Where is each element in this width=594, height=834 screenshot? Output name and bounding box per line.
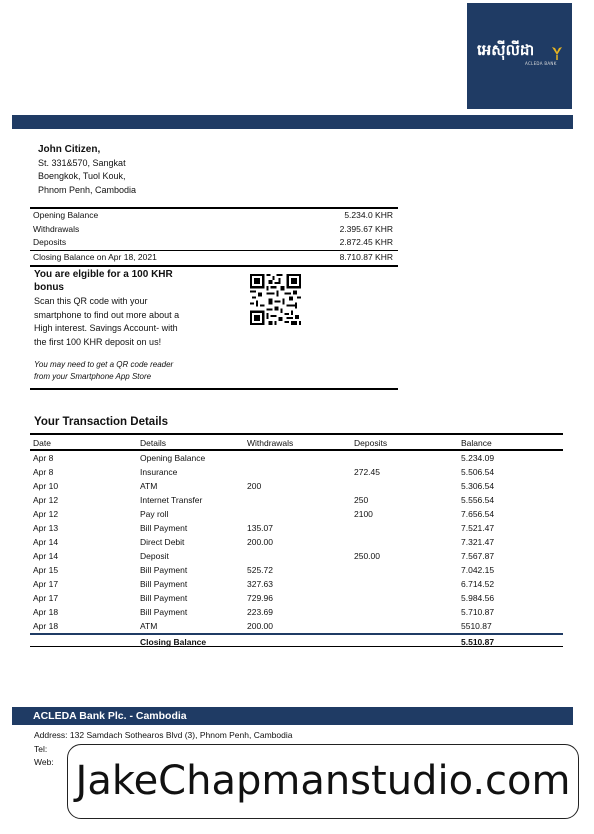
address-line: Phnom Penh, Cambodia <box>38 184 137 195</box>
table-row <box>30 521 563 535</box>
cell-date: Apr 14 <box>33 537 59 547</box>
column-header: Balance <box>461 438 492 448</box>
cell-withdrawals: 223.69 <box>247 607 273 617</box>
cell-date: Apr 18 <box>33 607 59 617</box>
cell-balance: 7.521.47 <box>461 523 495 533</box>
promo-divider <box>30 388 398 390</box>
cell-withdrawals: 200.00 <box>247 621 273 631</box>
customer-name: John Citizen, <box>38 144 101 155</box>
header-bar <box>12 115 573 129</box>
table-header <box>30 435 563 451</box>
promo-title-line: You are elgible for a 100 KHR <box>34 269 173 280</box>
cell-deposits: 2100 <box>354 509 373 519</box>
cell-deposits: 250.00 <box>354 551 380 561</box>
logo-text: អេស៊ីលីដា <box>477 41 535 59</box>
cell-details: Insurance <box>140 467 178 477</box>
promo-title-line: bonus <box>34 282 64 293</box>
cell-date: Apr 17 <box>33 579 59 589</box>
promo-body-line: smartphone to find out more about a <box>34 309 180 320</box>
cell-details: Internet Transfer <box>140 495 203 505</box>
cell-date: Apr 14 <box>33 551 59 561</box>
summary-value: 2.872.45 KHR <box>339 237 393 247</box>
cell-withdrawals: 200.00 <box>247 537 273 547</box>
cell-date: Apr 12 <box>33 509 59 519</box>
cell-balance: 5.306.54 <box>461 481 495 491</box>
cell-balance: 7.567.87 <box>461 551 495 561</box>
customer-address <box>38 143 136 197</box>
summary-row <box>30 209 398 223</box>
summary-row <box>30 223 398 237</box>
qr-code-icon[interactable] <box>250 274 301 325</box>
transactions-title: Your Transaction Details <box>34 416 168 428</box>
bird-mark-icon <box>550 45 564 61</box>
table-row <box>30 549 563 563</box>
closing-balance-row <box>30 633 563 647</box>
summary-label: Opening Balance <box>33 210 99 220</box>
footer-address: Address: 132 Samdach Sothearos Blvd (3), Phnom Penh, Cambodia <box>34 730 293 740</box>
address-line: St. 331&570, Sangkat <box>38 157 126 168</box>
column-header: Date <box>33 438 51 448</box>
table-row <box>30 605 563 619</box>
cell-withdrawals: 200 <box>247 481 262 491</box>
summary-label: Deposits <box>33 237 67 247</box>
table-row <box>30 535 563 549</box>
cell-balance: 5.506.54 <box>461 467 495 477</box>
watermark-text: JakeChapmanstudio.com <box>75 758 571 804</box>
promo-note-line: You may need to get a QR code reader <box>34 360 174 369</box>
cell-withdrawals: 729.96 <box>247 593 273 603</box>
cell-date: Apr 10 <box>33 481 59 491</box>
cell-details: ATM <box>140 481 158 491</box>
summary-label: Closing Balance on Apr 18, 2021 <box>33 251 157 262</box>
table-row <box>30 479 563 493</box>
account-summary <box>30 207 398 263</box>
cell-balance: 5510.87 <box>461 621 492 631</box>
cell-details: Opening Balance <box>140 453 206 463</box>
table-row <box>30 577 563 591</box>
cell-date: Apr 18 <box>33 621 59 631</box>
cell-deposits: 272.45 <box>354 467 380 477</box>
bank-name: ACLEDA Bank Plc. - Cambodia <box>33 710 187 722</box>
promo-body-line: Scan this QR code with your <box>34 296 148 306</box>
logo-subtext: ACLEDA BANK <box>525 61 557 66</box>
closing-balance-value: 5.510.87 <box>461 637 495 647</box>
cell-balance: 5.556.54 <box>461 495 495 505</box>
cell-balance: 6.714.52 <box>461 579 495 589</box>
cell-withdrawals: 525.72 <box>247 565 273 575</box>
transactions-table <box>30 433 563 647</box>
cell-date: Apr 15 <box>33 565 59 575</box>
summary-row <box>30 236 398 250</box>
table-row <box>30 563 563 577</box>
table-row <box>30 465 563 479</box>
footer-web: Web: <box>34 757 54 767</box>
cell-date: Apr 13 <box>33 523 59 533</box>
cell-details: Bill Payment <box>140 593 188 603</box>
cell-withdrawals: 135.07 <box>247 523 273 533</box>
cell-balance: 5.984.56 <box>461 593 495 603</box>
cell-balance: 5.710.87 <box>461 607 495 617</box>
summary-row-closing <box>30 250 398 264</box>
cell-details: Bill Payment <box>140 579 188 589</box>
cell-balance: 7.321.47 <box>461 537 495 547</box>
cell-details: ATM <box>140 621 158 631</box>
cell-deposits: 250 <box>354 495 369 505</box>
column-header: Withdrawals <box>247 438 294 448</box>
column-header: Details <box>140 438 166 448</box>
column-header: Deposits <box>354 438 388 448</box>
cell-date: Apr 8 <box>33 467 54 477</box>
cell-date: Apr 17 <box>33 593 59 603</box>
cell-details: Pay roll <box>140 509 169 519</box>
cell-balance: 7.042.15 <box>461 565 495 575</box>
bank-logo <box>467 3 572 109</box>
cell-withdrawals: 327.63 <box>247 579 273 589</box>
summary-divider <box>30 265 398 267</box>
address-line: Boengkok, Tuol Kouk, <box>38 171 126 181</box>
footer-tel: Tel: <box>34 743 48 754</box>
cell-details: Bill Payment <box>140 523 188 533</box>
cell-balance: 5.234.09 <box>461 453 495 463</box>
table-row <box>30 591 563 605</box>
cell-details: Deposit <box>140 551 169 561</box>
summary-label: Withdrawals <box>33 223 80 234</box>
promo-body-line: the first 100 KHR deposit on us! <box>34 336 162 347</box>
promo-body-line: High interest. Savings Account- with <box>34 323 178 333</box>
table-row <box>30 619 563 633</box>
cell-date: Apr 12 <box>33 495 59 505</box>
cell-date: Apr 8 <box>33 453 54 463</box>
bonus-promo <box>34 268 244 383</box>
promo-note-line: from your Smartphone App Store <box>34 372 152 381</box>
summary-value: 8.710.87 KHR <box>339 251 393 262</box>
table-row <box>30 451 563 465</box>
table-row <box>30 507 563 521</box>
summary-value: 5.234.0 KHR <box>344 210 393 220</box>
closing-balance-label: Closing Balance <box>140 637 207 647</box>
cell-details: Bill Payment <box>140 565 188 575</box>
cell-details: Bill Payment <box>140 607 188 617</box>
watermark-box <box>67 744 579 819</box>
footer-bar <box>12 707 573 725</box>
table-row <box>30 493 563 507</box>
summary-value: 2.395.67 KHR <box>339 223 393 234</box>
cell-balance: 7.656.54 <box>461 509 495 519</box>
cell-details: Direct Debit <box>140 537 185 547</box>
